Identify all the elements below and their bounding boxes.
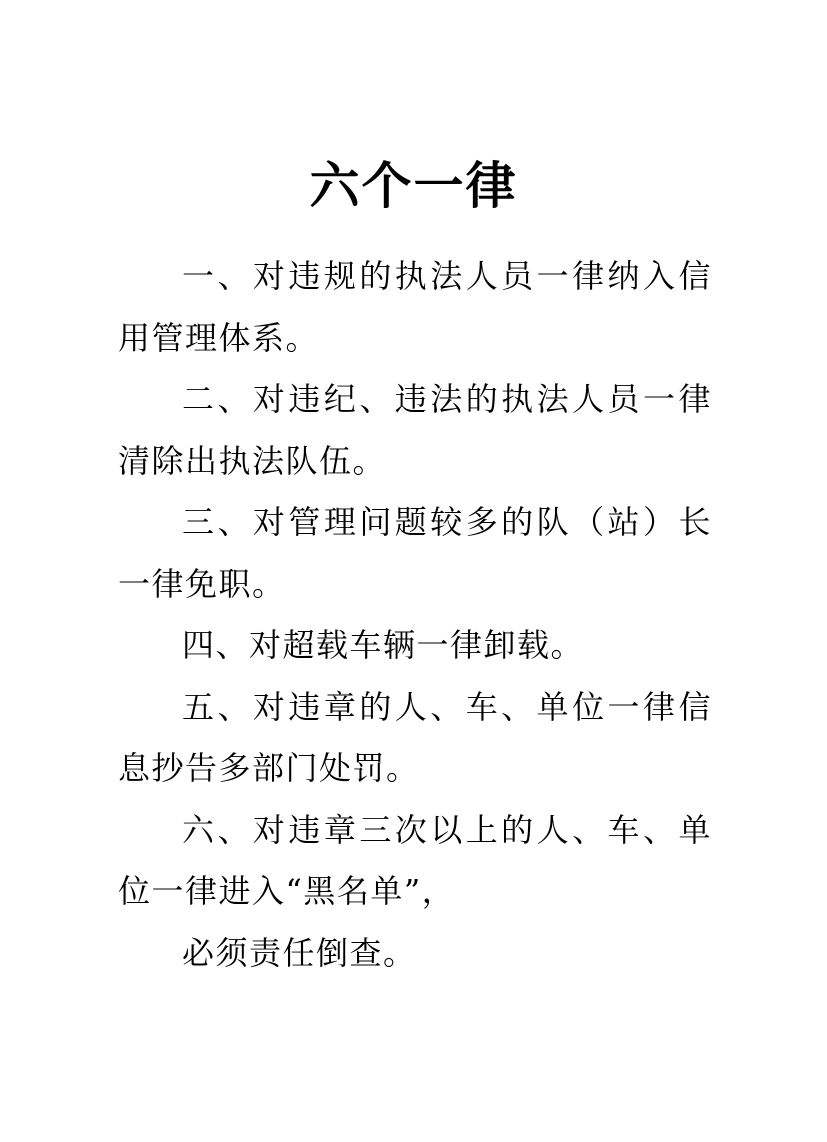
- paragraph-7: 必须责任倒查。: [182, 933, 417, 972]
- paragraph-4: 四、对超载车辆一律卸载。: [182, 626, 585, 664]
- paragraph-2: 二、对违纪、违法的执法人员一律清除出执法队伍。: [118, 380, 712, 480]
- paragraph-5: 五、对违章的人、车、单位一律信息抄告多部门处罚。: [118, 687, 712, 787]
- document-title: 六个一律: [309, 156, 518, 215]
- paragraph-1: 一、对违规的执法人员一律纳入信用管理体系。: [118, 257, 712, 357]
- document-body: [118, 246, 712, 984]
- paragraph-6: 六、对违章三次以上的人、车、单位一律进入“黑名单”，: [118, 810, 712, 910]
- paragraph-3: 三、对管理问题较多的队（站）长一律免职。: [118, 503, 712, 603]
